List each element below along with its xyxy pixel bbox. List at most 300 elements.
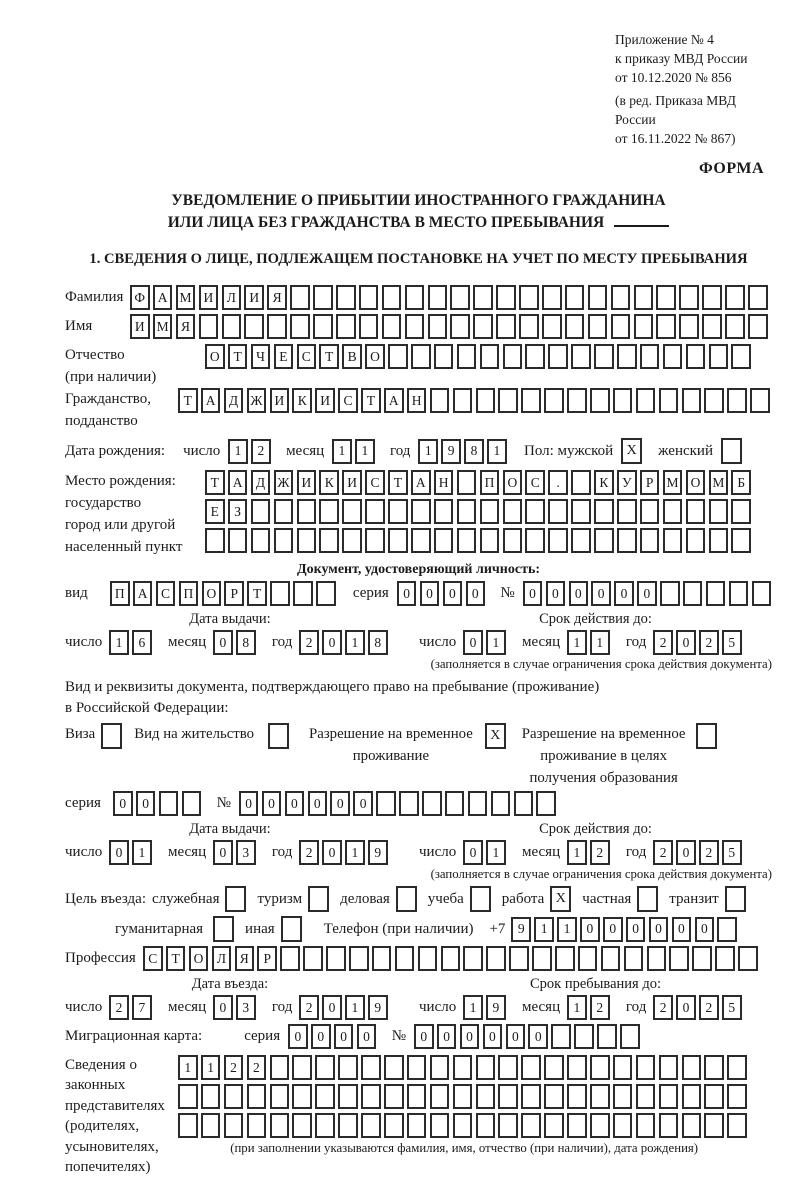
grid-cell [551,1024,571,1049]
day-label: число [183,442,221,459]
grid-cell: Т [178,388,198,413]
temp-residence-education-checkbox [696,723,717,749]
temp-residence-checkbox: X [485,723,506,749]
grid-cell [590,1055,610,1080]
grid-cell [382,285,402,310]
month-label: месяц [168,634,207,650]
migration-number-grid [414,1024,643,1049]
grid-cell [480,528,500,553]
grid-cell: 9 [441,439,461,464]
grid-cell [503,499,523,524]
grid-cell: С [525,470,545,495]
grid-cell: Р [640,470,660,495]
grid-cell [382,314,402,339]
grid-cell [498,1113,518,1138]
grid-cell [388,499,408,524]
grid-cell [617,499,637,524]
representatives-grid-3 [178,1113,750,1138]
grid-cell: Т [319,344,339,369]
entry-day-grid [109,995,155,1020]
grid-cell [292,1113,312,1138]
grid-cell [571,499,591,524]
residence-issue-day-grid [109,840,155,865]
grid-cell [571,344,591,369]
grid-cell [748,314,768,339]
grid-cell [578,946,598,971]
grid-cell [267,314,287,339]
grid-cell [450,285,470,310]
grid-cell [519,285,539,310]
grid-cell [228,528,248,553]
grid-cell [750,388,770,413]
purpose-other-checkbox [281,916,302,942]
grid-cell: 1 [228,439,248,464]
grid-cell [251,499,271,524]
grid-cell [476,388,496,413]
grid-cell: Е [205,499,225,524]
grid-cell: Я [176,314,196,339]
year-label: год [271,844,293,860]
representatives-block [65,1055,772,1177]
grid-cell: 0 [322,630,342,655]
grid-cell [476,1055,496,1080]
grid-cell [663,528,683,553]
grid-cell: 1 [332,439,352,464]
grid-cell: З [228,499,248,524]
grid-cell: 0 [357,1024,377,1049]
grid-cell: 0 [262,791,282,816]
grid-cell: 2 [590,840,610,865]
grid-cell [544,1113,564,1138]
firstname-label: Имя [65,318,93,334]
grid-cell [521,1084,541,1109]
grid-cell [428,314,448,339]
grid-cell: 2 [699,995,719,1020]
grid-cell [445,791,465,816]
grid-cell: 1 [345,840,365,865]
grid-cell: И [270,388,290,413]
grid-cell [548,528,568,553]
grid-cell [274,528,294,553]
grid-cell [640,528,660,553]
header-line: к приказу МВД России [615,51,748,66]
representatives-note: (при заполнении указываются фамилия, имя, отчество (при наличии), дата рождения) [230,1141,699,1155]
grid-cell [297,528,317,553]
profession-row [65,946,772,971]
grid-cell [702,285,722,310]
valid-date-col [419,610,772,655]
grid-cell: П [110,581,130,606]
grid-cell [292,1084,312,1109]
birth-place-grid-3 [205,528,754,553]
title-line-2: ИЛИ ЛИЦА БЕЗ ГРАЖДАНСТВА В МЕСТО ПРЕБЫВАНИЯ [168,214,669,231]
grid-cell [498,1055,518,1080]
grid-cell: . [548,470,568,495]
grid-cell [611,314,631,339]
grid-cell [640,499,660,524]
gender-female-label: женский [658,442,713,459]
birth-place-grids [205,470,754,553]
grid-cell [270,1084,290,1109]
grid-cell: 1 [201,1055,221,1080]
grid-cell: Н [434,470,454,495]
grid-cell: 2 [653,995,673,1020]
grid-cell: 1 [345,995,365,1020]
number-label: № [391,1028,406,1044]
grid-cell [544,388,564,413]
header-line: от 16.11.2022 № 867) [615,131,736,146]
grid-cell: 2 [653,840,673,865]
grid-cell [594,499,614,524]
grid-cell: 1 [534,917,554,942]
day-label: число [65,844,103,860]
grid-cell [453,388,473,413]
grid-cell: 1 [178,1055,198,1080]
grid-cell: М [176,285,196,310]
grid-cell [407,1084,427,1109]
birth-place-block [65,470,772,558]
grid-cell: 1 [567,995,587,1020]
grid-cell: Д [251,470,271,495]
grid-cell: 0 [483,1024,503,1049]
profession-label: Профессия [65,950,136,966]
grid-cell: 1 [486,840,506,865]
grid-cell [342,528,362,553]
grid-cell: 0 [213,630,233,655]
grid-cell [729,581,749,606]
grid-cell: Н [407,388,427,413]
grid-cell [270,581,290,606]
option-temp-residence: Разрешение на временное проживание X [309,723,506,767]
grid-cell [407,1113,427,1138]
grid-cell: 1 [345,630,365,655]
entry-date-header: Дата въезда: [191,976,269,992]
month-label: месяц [522,844,561,860]
grid-cell [542,285,562,310]
grid-cell [548,499,568,524]
grid-cell [251,528,271,553]
grid-cell [315,1055,335,1080]
entry-month-grid [213,995,259,1020]
grid-cell: О [189,946,209,971]
grid-cell: 0 [626,917,646,942]
grid-cell [613,1055,633,1080]
series-label: серия [352,585,389,601]
grid-cell [565,314,585,339]
grid-cell [342,499,362,524]
grid-cell [247,1113,267,1138]
grid-cell [634,314,654,339]
grid-cell: 0 [420,581,440,606]
firstname-row [65,314,772,339]
grid-cell: 0 [637,581,657,606]
patronymic-grid [205,344,754,369]
grid-cell [692,946,712,971]
grid-cell: С [143,946,163,971]
issue-date-col [65,820,395,865]
grid-cell [709,499,729,524]
purpose-label: Цель въезда: [65,890,146,907]
month-label: месяц [522,634,561,650]
grid-cell [463,946,483,971]
grid-cell [336,285,356,310]
grid-cell [405,314,425,339]
year-label: год [625,999,647,1015]
grid-cell: 0 [591,581,611,606]
grid-cell: С [338,388,358,413]
grid-cell: 0 [676,840,696,865]
valid-month-grid [567,630,613,655]
grid-cell [199,314,219,339]
grid-cell: И [315,388,335,413]
grid-cell: И [244,285,264,310]
residence-doc-options [65,723,772,789]
entry-year-grid [299,995,391,1020]
year-label: год [271,634,293,650]
grid-cell: 2 [251,439,271,464]
representatives-grid-2 [178,1084,750,1109]
grid-cell [659,1084,679,1109]
birth-date-label: Дата рождения: [65,442,166,459]
series-label: серия [65,795,101,811]
grid-cell: 1 [487,439,507,464]
grid-cell [292,1055,312,1080]
grid-cell [611,285,631,310]
grid-cell: Ж [274,470,294,495]
section1-heading: 1. СВЕДЕНИЯ О ЛИЦЕ, ПОДЛЕЖАЩЕМ ПОСТАНОВКЕ НА УЧЕТ ПО МЕСТУ ПРЕБЫВАНИЯ [89,251,748,267]
grid-cell: 0 [506,1024,526,1049]
grid-cell: 1 [567,840,587,865]
grid-cell [313,285,333,310]
grid-cell: 1 [557,917,577,942]
grid-cell: 0 [676,995,696,1020]
residence-number-grid [239,791,559,816]
valid-year-grid [653,630,745,655]
grid-cell [365,499,385,524]
grid-cell [636,1113,656,1138]
grid-cell: 0 [569,581,589,606]
grid-cell [679,285,699,310]
grid-cell [434,344,454,369]
grid-cell: 1 [486,630,506,655]
day-label: число [419,634,457,650]
grid-cell [686,528,706,553]
grid-cell: С [156,581,176,606]
grid-cell [270,1055,290,1080]
grid-cell [457,344,477,369]
grid-cell [434,528,454,553]
grid-cell [686,499,706,524]
residence-issue-year-grid [299,840,391,865]
grid-cell [727,388,747,413]
page-title [65,190,772,234]
grid-cell: 0 [580,917,600,942]
grid-cell: 2 [653,630,673,655]
grid-cell: 1 [355,439,375,464]
grid-cell: 9 [486,995,506,1020]
grid-cell: Т [388,470,408,495]
grid-cell: 5 [722,630,742,655]
grid-cell [453,1084,473,1109]
grid-cell: И [130,314,150,339]
grid-cell [659,388,679,413]
grid-cell [503,344,523,369]
grid-cell [315,1113,335,1138]
grid-cell: 1 [109,630,129,655]
year-label: год [271,999,293,1015]
header-line: (в ред. Приказа МВД России [615,93,736,127]
grid-cell [361,1055,381,1080]
grid-cell [430,388,450,413]
grid-cell [731,499,751,524]
grid-cell [682,1055,702,1080]
grid-cell [247,1084,267,1109]
grid-cell [178,1084,198,1109]
grid-cell: 9 [511,917,531,942]
header-line: от 10.12.2020 № 856 [615,70,732,85]
grid-cell [290,314,310,339]
grid-cell [326,946,346,971]
grid-cell [480,344,500,369]
grid-cell [430,1055,450,1080]
grid-cell: А [153,285,173,310]
patronymic-row [65,344,772,388]
header-reference [615,30,772,148]
grid-cell [486,946,506,971]
grid-cell: 5 [722,840,742,865]
grid-cell [399,791,419,816]
patronymic-label: Отчество (при наличии) [65,347,157,385]
grid-cell: О [686,470,706,495]
grid-cell: 0 [466,581,486,606]
grid-cell: 0 [213,995,233,1020]
grid-cell: О [503,470,523,495]
grid-cell [738,946,758,971]
grid-cell [590,1084,610,1109]
valid-date-header: Срок действия до: [539,821,652,837]
residence-valid-day-grid [463,840,509,865]
grid-cell [636,388,656,413]
month-label: месяц [168,844,207,860]
grid-cell [544,1084,564,1109]
grid-cell [178,1113,198,1138]
grid-cell [476,1113,496,1138]
grid-cell: А [384,388,404,413]
grid-cell [450,314,470,339]
profession-grid [143,946,761,971]
birth-date-row [65,438,772,464]
grid-cell: 1 [590,630,610,655]
grid-cell [660,581,680,606]
grid-cell: 0 [311,1024,331,1049]
grid-cell: 0 [672,917,692,942]
birth-place-grid-2 [205,499,754,524]
issue-date-line [65,630,395,655]
grid-cell [636,1055,656,1080]
grid-cell [624,946,644,971]
purpose-official-checkbox [225,886,246,912]
grid-cell: 1 [132,840,152,865]
grid-cell: А [201,388,221,413]
grid-cell: К [292,388,312,413]
identity-doc-heading: Документ, удостоверяющий личность: [296,562,541,577]
grid-cell [303,946,323,971]
grid-cell: И [297,470,317,495]
doc-type-grid [110,581,339,606]
grid-cell: 6 [132,630,152,655]
purpose-transit-checkbox [725,886,746,912]
grid-cell [338,1084,358,1109]
grid-cell [503,528,523,553]
entry-date-line [65,995,395,1020]
grid-cell: В [342,344,362,369]
grid-cell: 0 [136,791,156,816]
grid-cell [715,946,735,971]
surname-label: Фамилия [65,289,124,305]
grid-cell [244,314,264,339]
grid-cell [727,1055,747,1080]
grid-cell: 5 [722,995,742,1020]
surname-row [65,285,772,310]
grid-cell: 2 [247,1055,267,1080]
year-label: год [625,634,647,650]
grid-cell [727,1084,747,1109]
grid-cell: 0 [460,1024,480,1049]
migration-card-label: Миграционная карта: [65,1028,203,1044]
doc-series-grid [397,581,489,606]
grid-cell [468,791,488,816]
grid-cell [201,1084,221,1109]
grid-cell [430,1113,450,1138]
grid-cell: 0 [463,840,483,865]
grid-cell: А [411,470,431,495]
grid-cell [567,1113,587,1138]
firstname-grid [130,314,771,339]
grid-cell: 0 [109,840,129,865]
grid-cell [659,1113,679,1138]
grid-cell [388,344,408,369]
purpose-business-checkbox [396,886,417,912]
migration-series-grid [288,1024,380,1049]
grid-cell: 2 [109,995,129,1020]
male-checkbox: X [621,438,642,464]
grid-cell [315,1084,335,1109]
grid-cell [590,1113,610,1138]
purpose-tourism-checkbox [308,886,329,912]
grid-cell [613,388,633,413]
female-checkbox [721,438,742,464]
valid-date-line [419,840,772,865]
surname-grid [130,285,771,310]
grid-cell [709,344,729,369]
grid-cell [270,1113,290,1138]
form-label: ФОРМА [698,160,764,177]
grid-cell [704,1084,724,1109]
grid-cell [224,1084,244,1109]
valid-date-col [419,820,772,865]
valid-day-grid [463,630,509,655]
grid-cell [182,791,202,816]
grid-cell [205,528,225,553]
valid-date-line [419,630,772,655]
grid-cell: 0 [523,581,543,606]
purpose-row-2: гуманитарная иная Телефон (при наличии) +7 9 1 1 0 0 0 0 0 0 [115,916,772,942]
grid-cell: Ч [251,344,271,369]
grid-cell [617,528,637,553]
grid-cell [496,285,516,310]
grid-cell [636,1084,656,1109]
stay-until-header: Срок пребывания до: [530,976,661,992]
